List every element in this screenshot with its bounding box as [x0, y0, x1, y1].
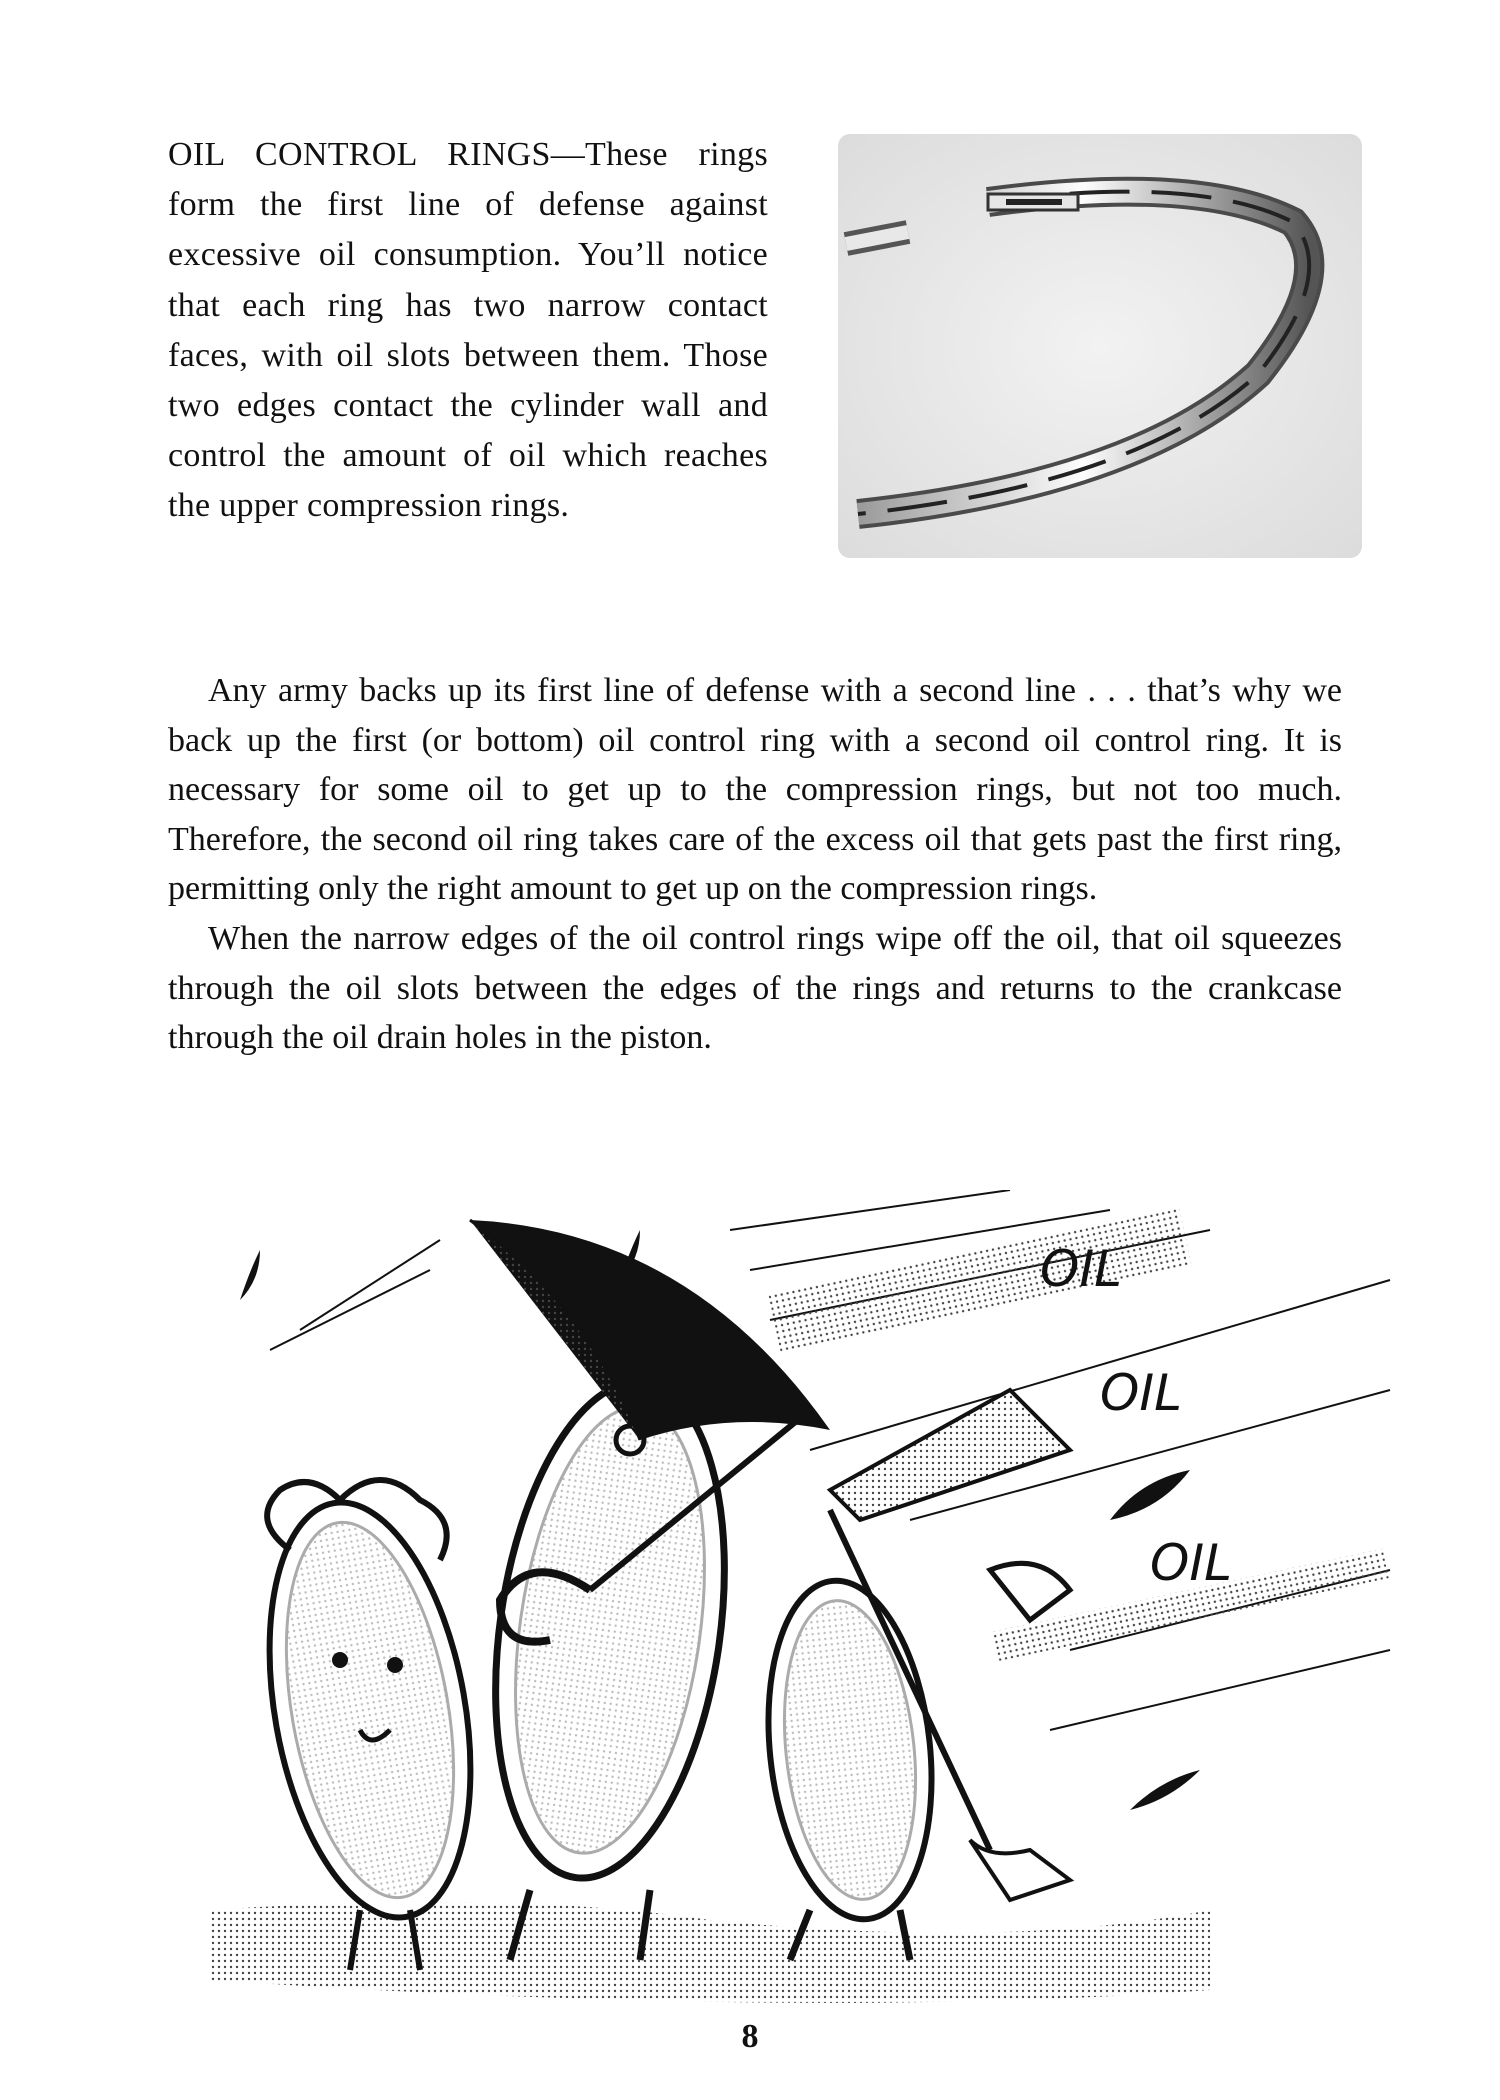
section-heading: OIL CONTROL RINGS— — [168, 136, 586, 173]
oil-label-2: OIL — [1100, 1364, 1182, 1422]
intro-paragraph — [168, 130, 768, 532]
intro-text: These rings form the first line of defense against excessive oil consumption. You’ll notice that each ring has two narrow contact faces, with oil slots between them. Those two edges contact the cylinder wall and control the amount of oil which reaches the upper compression rings. — [168, 136, 769, 525]
paragraph-2: When the narrow edges of the oil control rings wipe off the oil, that oil squeezes through the oil slots between the edges of the rings and returns to the crankcase through the oil drain holes in the piston. — [168, 919, 1342, 1057]
oil-label-3: OIL — [1150, 1534, 1232, 1592]
paragraph-1: Any army backs up its first line of defense with a second line . . . that’s why we back up the first (or bottom) oil control ring with a second oil control ring. It is necessary for some oil to get up to the compression rings, but not too much. Therefore, the second oil ring takes care of the excess oil that gets past the first ring, permitting only the right amount to get up on the compression rings. — [168, 672, 1342, 908]
body-text — [168, 666, 1342, 1063]
oil-ring-photo — [838, 134, 1362, 558]
oil-label-1: OIL — [1040, 1240, 1122, 1298]
page-number: 8 — [741, 2018, 759, 2055]
cartoon-illustration — [210, 1190, 1400, 2020]
